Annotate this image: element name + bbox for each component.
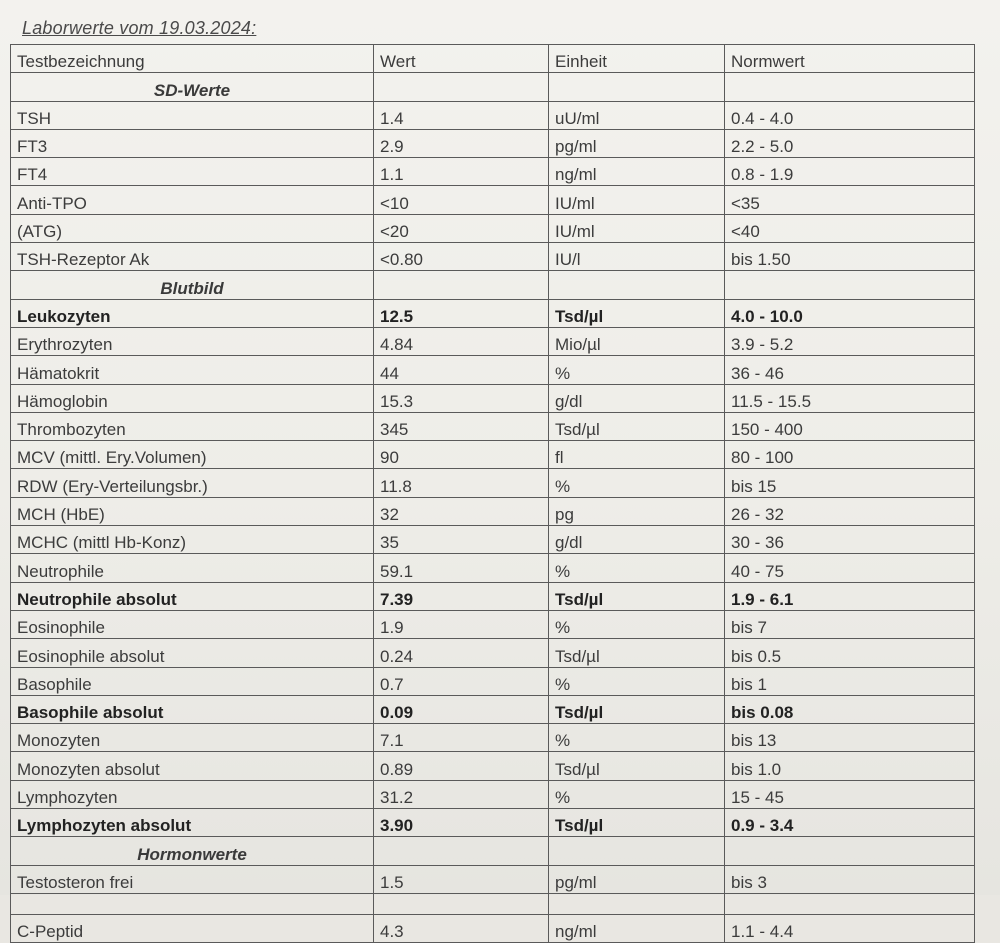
result-row [11,695,975,723]
unit-cell: pg/ml [549,865,725,893]
unit-cell: IU/ml [549,214,725,242]
value-cell: 4.3 [374,914,549,942]
value-cell: 0.24 [374,639,549,667]
value-cell: 345 [374,412,549,440]
reference-range-cell: bis 13 [725,724,975,752]
unit-cell: ng/ml [549,158,725,186]
result-row [11,412,975,440]
reference-range-cell: bis 1.50 [725,243,975,271]
value-cell: 31.2 [374,780,549,808]
section-row [11,837,975,865]
unit-cell: % [549,356,725,384]
test-name-cell: Eosinophile [11,610,374,638]
reference-range-cell: 0.9 - 3.4 [725,809,975,837]
section-row [11,271,975,299]
result-row [11,356,975,384]
test-name-cell: MCH (HbE) [11,497,374,525]
value-cell: 3.90 [374,809,549,837]
result-row [11,243,975,271]
value-cell: 32 [374,497,549,525]
unit-cell: % [549,469,725,497]
header-row [11,45,975,73]
empty-cell [549,73,725,101]
result-row [11,214,975,242]
result-row [11,186,975,214]
section-row [11,73,975,101]
test-name-cell: MCHC (mittl Hb-Konz) [11,526,374,554]
reference-range-cell: 11.5 - 15.5 [725,384,975,412]
value-cell: <10 [374,186,549,214]
unit-cell: % [549,724,725,752]
result-row [11,914,975,942]
reference-range-cell: bis 1 [725,667,975,695]
value-cell: 0.7 [374,667,549,695]
result-row [11,554,975,582]
value-cell: <0.80 [374,243,549,271]
empty-cell [725,837,975,865]
value-cell: 90 [374,441,549,469]
lab-results-table [10,44,975,943]
unit-cell: % [549,667,725,695]
header-reference: Normwert [725,45,975,73]
header-value: Wert [374,45,549,73]
unit-cell: Tsd/µl [549,695,725,723]
value-cell: 12.5 [374,299,549,327]
unit-cell: Tsd/µl [549,809,725,837]
result-row [11,809,975,837]
value-cell: <20 [374,214,549,242]
test-name-cell: Hämatokrit [11,356,374,384]
result-row [11,469,975,497]
test-name-cell: Hämoglobin [11,384,374,412]
reference-range-cell: 80 - 100 [725,441,975,469]
test-name-cell: Lymphozyten absolut [11,809,374,837]
test-name-cell: C-Peptid [11,914,374,942]
result-row [11,327,975,355]
empty-cell [11,893,374,914]
result-row [11,158,975,186]
reference-range-cell: bis 0.08 [725,695,975,723]
test-name-cell: Eosinophile absolut [11,639,374,667]
value-cell: 0.89 [374,752,549,780]
value-cell: 4.84 [374,327,549,355]
test-name-cell: Neutrophile absolut [11,582,374,610]
reference-range-cell: <35 [725,186,975,214]
test-name-cell: Testosteron frei [11,865,374,893]
unit-cell: g/dl [549,526,725,554]
reference-range-cell: bis 15 [725,469,975,497]
result-row [11,129,975,157]
value-cell: 44 [374,356,549,384]
result-row [11,610,975,638]
reference-range-cell: bis 3 [725,865,975,893]
result-row [11,384,975,412]
reference-range-cell: 150 - 400 [725,412,975,440]
result-row [11,582,975,610]
unit-cell: IU/ml [549,186,725,214]
reference-range-cell: <40 [725,214,975,242]
reference-range-cell: bis 0.5 [725,639,975,667]
value-cell: 7.39 [374,582,549,610]
value-cell: 59.1 [374,554,549,582]
empty-cell [374,73,549,101]
test-name-cell: Leukozyten [11,299,374,327]
empty-cell [725,271,975,299]
reference-range-cell: 36 - 46 [725,356,975,384]
result-row [11,639,975,667]
reference-range-cell: 4.0 - 10.0 [725,299,975,327]
test-name-cell: RDW (Ery-Verteilungsbr.) [11,469,374,497]
unit-cell: Tsd/µl [549,639,725,667]
test-name-cell: Basophile [11,667,374,695]
reference-range-cell: 1.1 - 4.4 [725,914,975,942]
result-row [11,780,975,808]
unit-cell: pg [549,497,725,525]
unit-cell: ng/ml [549,914,725,942]
unit-cell: fl [549,441,725,469]
test-name-cell: FT3 [11,129,374,157]
value-cell: 2.9 [374,129,549,157]
section-title: Blutbild [11,271,374,299]
reference-range-cell: bis 1.0 [725,752,975,780]
result-row [11,299,975,327]
unit-cell: Mio/µl [549,327,725,355]
result-row [11,752,975,780]
unit-cell: pg/ml [549,129,725,157]
test-name-cell: TSH-Rezeptor Ak [11,243,374,271]
lab-results-body [11,45,975,943]
empty-cell [725,893,975,914]
value-cell: 7.1 [374,724,549,752]
reference-range-cell: 15 - 45 [725,780,975,808]
reference-range-cell: bis 7 [725,610,975,638]
value-cell: 0.09 [374,695,549,723]
empty-cell [374,271,549,299]
value-cell: 1.5 [374,865,549,893]
test-name-cell: TSH [11,101,374,129]
result-row [11,441,975,469]
reference-range-cell: 30 - 36 [725,526,975,554]
unit-cell: Tsd/µl [549,752,725,780]
test-name-cell: Monozyten [11,724,374,752]
unit-cell: IU/l [549,243,725,271]
empty-cell [374,893,549,914]
reference-range-cell: 1.9 - 6.1 [725,582,975,610]
empty-cell [549,837,725,865]
test-name-cell: Neutrophile [11,554,374,582]
result-row [11,497,975,525]
report-caption: Laborwerte vom 19.03.2024: [22,18,257,38]
value-cell: 11.8 [374,469,549,497]
result-row [11,526,975,554]
value-cell: 1.9 [374,610,549,638]
test-name-cell: Lymphozyten [11,780,374,808]
result-row [11,865,975,893]
section-title: Hormonwerte [11,837,374,865]
test-name-cell: MCV (mittl. Ery.Volumen) [11,441,374,469]
unit-cell: uU/ml [549,101,725,129]
value-cell: 15.3 [374,384,549,412]
test-name-cell: Basophile absolut [11,695,374,723]
empty-cell [725,73,975,101]
unit-cell: Tsd/µl [549,412,725,440]
empty-cell [549,893,725,914]
unit-cell: g/dl [549,384,725,412]
spacer-row [11,893,975,914]
reference-range-cell: 0.4 - 4.0 [725,101,975,129]
empty-cell [374,837,549,865]
unit-cell: % [549,780,725,808]
unit-cell: % [549,554,725,582]
result-row [11,101,975,129]
reference-range-cell: 0.8 - 1.9 [725,158,975,186]
reference-range-cell: 26 - 32 [725,497,975,525]
unit-cell: % [549,610,725,638]
test-name-cell: (ATG) [11,214,374,242]
reference-range-cell: 2.2 - 5.0 [725,129,975,157]
reference-range-cell: 40 - 75 [725,554,975,582]
test-name-cell: Thrombozyten [11,412,374,440]
test-name-cell: Erythrozyten [11,327,374,355]
test-name-cell: Anti-TPO [11,186,374,214]
test-name-cell: Monozyten absolut [11,752,374,780]
result-row [11,667,975,695]
value-cell: 1.4 [374,101,549,129]
test-name-cell: FT4 [11,158,374,186]
unit-cell: Tsd/µl [549,582,725,610]
section-title: SD-Werte [11,73,374,101]
header-test-name: Testbezeichnung [11,45,374,73]
value-cell: 35 [374,526,549,554]
empty-cell [549,271,725,299]
result-row [11,724,975,752]
reference-range-cell: 3.9 - 5.2 [725,327,975,355]
unit-cell: Tsd/µl [549,299,725,327]
value-cell: 1.1 [374,158,549,186]
header-unit: Einheit [549,45,725,73]
